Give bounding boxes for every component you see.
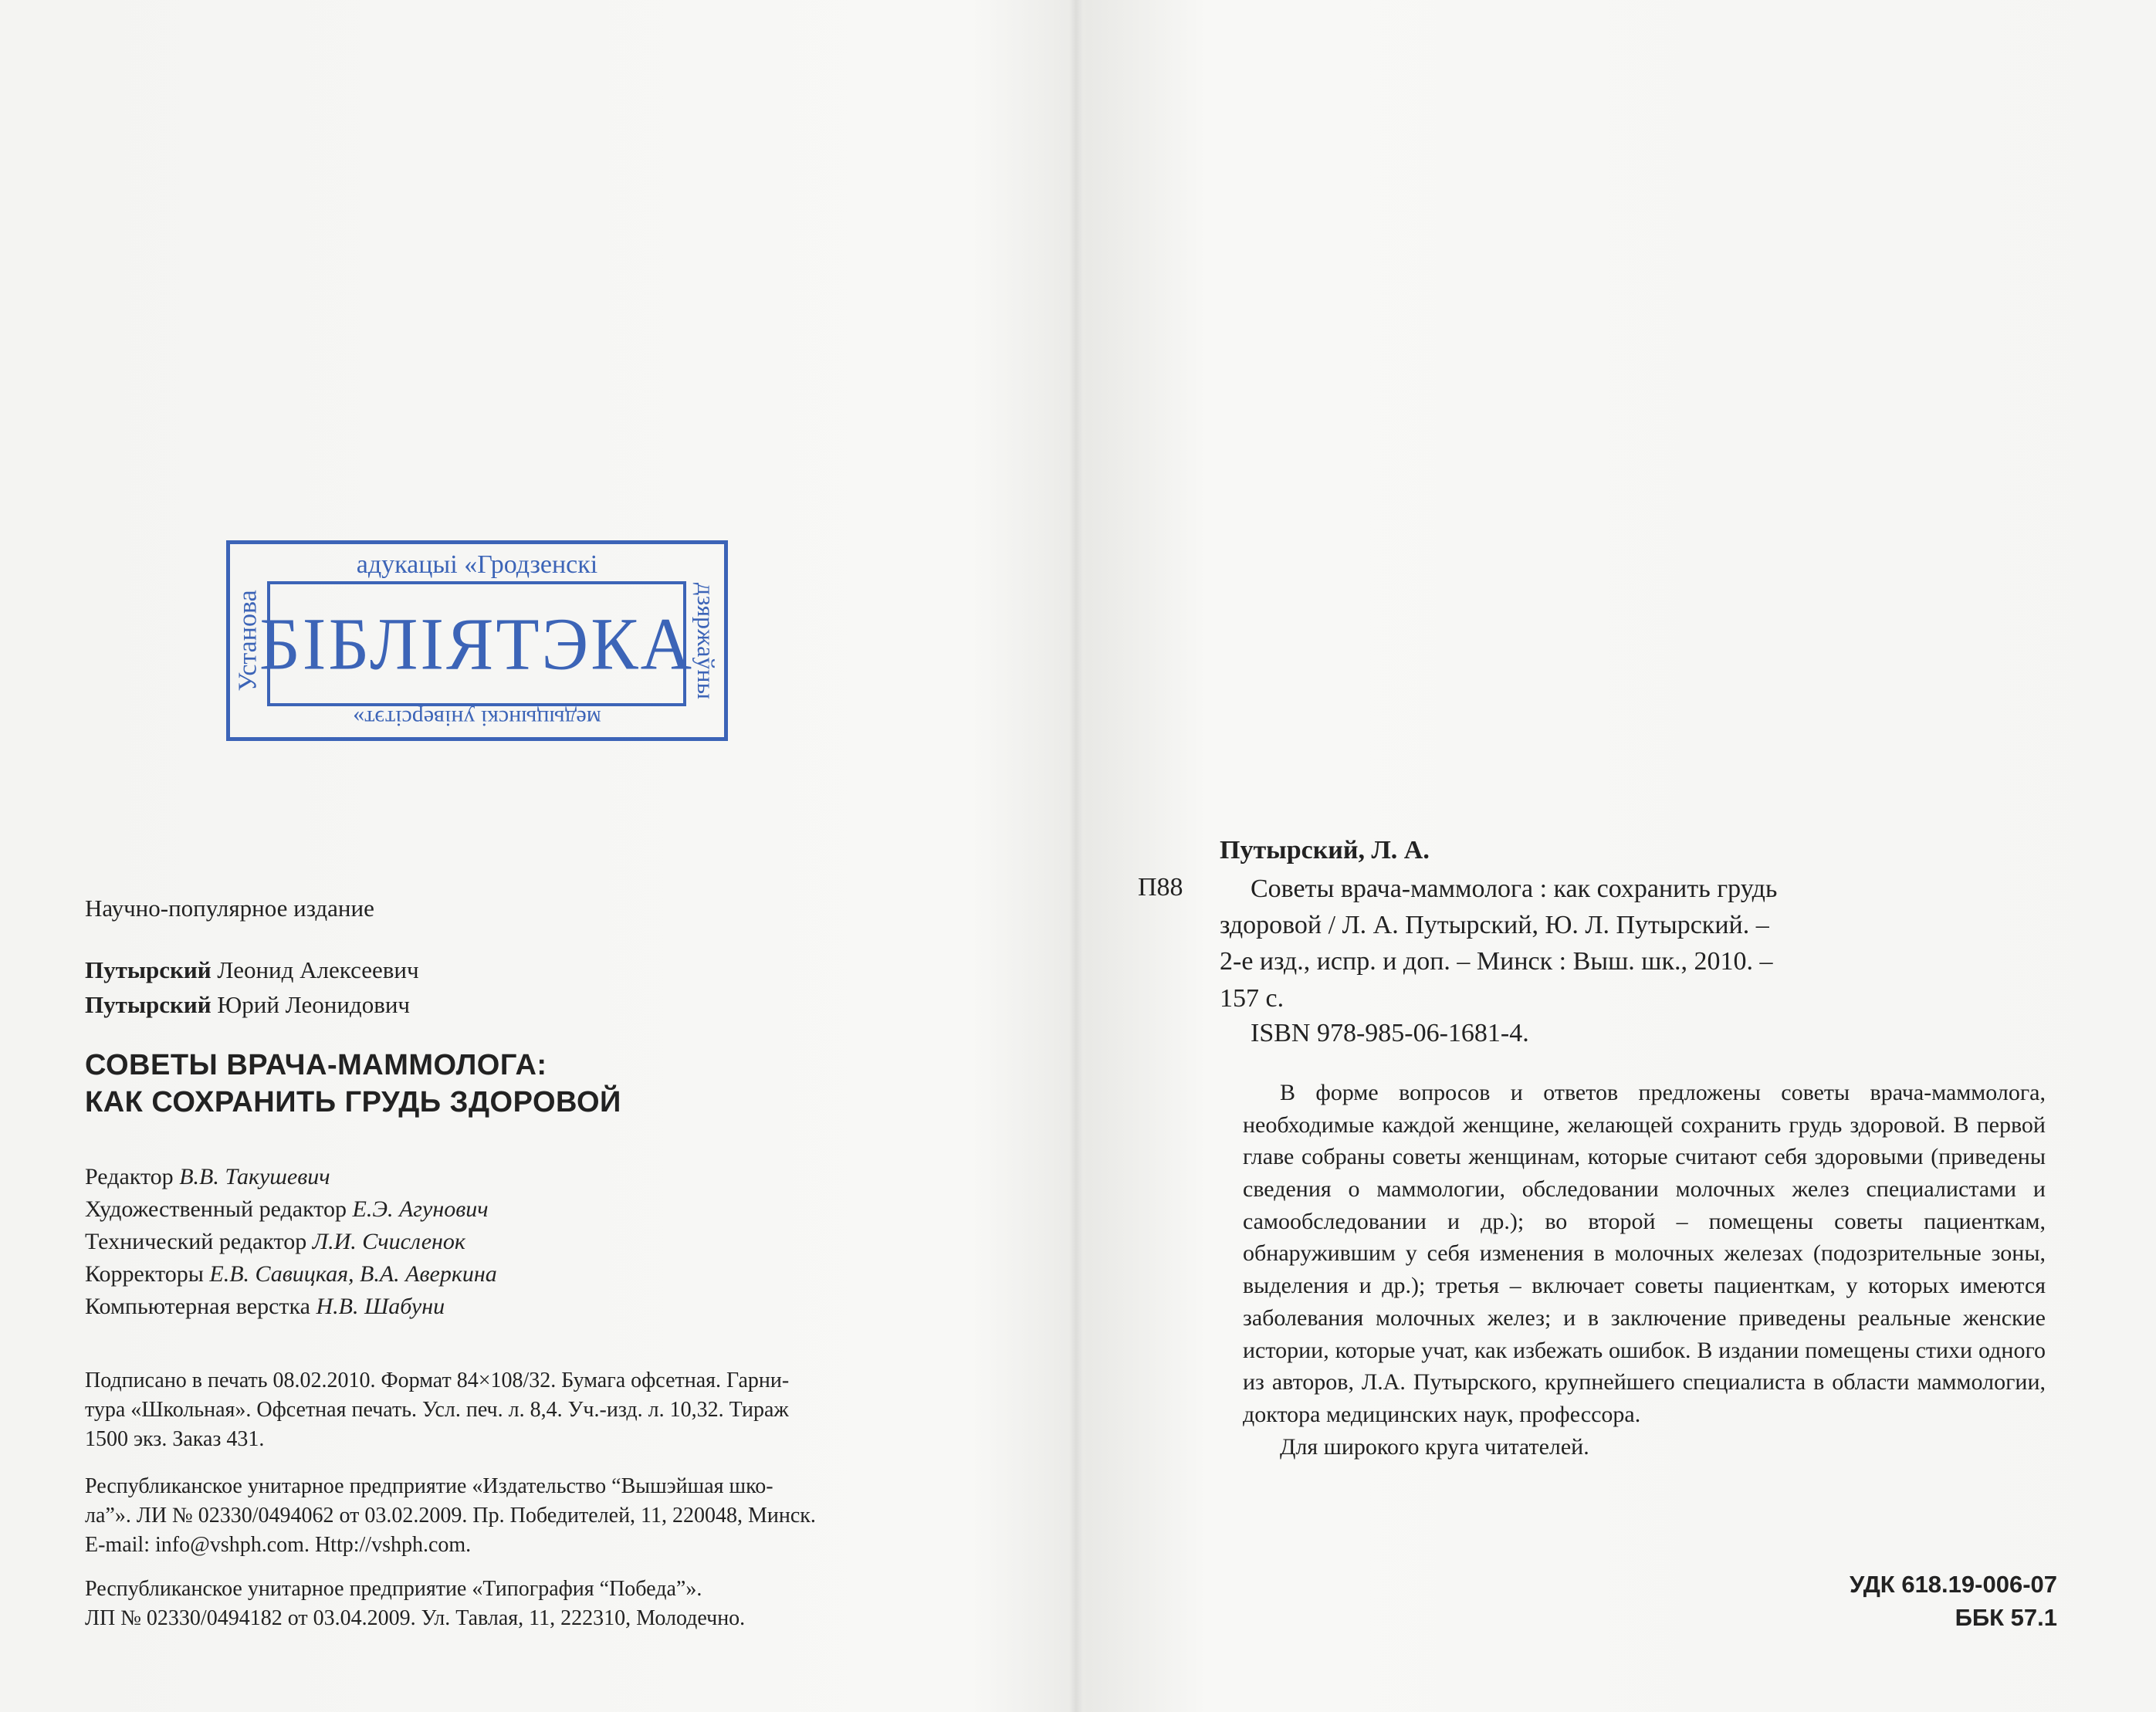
author-1-given: Леонид Алексеевич [217, 956, 419, 983]
catalog-line: 157 с. [1220, 983, 1284, 1013]
stamp-bottom-text: медыцынскі універсітэт» [353, 705, 601, 731]
bbk-code: ББК 57.1 [1955, 1604, 2057, 1631]
catalog-line: здоровой / Л. А. Путырский, Ю. Л. Путырский. – [1220, 911, 1769, 939]
author-2-surname: Путырский [85, 991, 212, 1018]
publisher-info-line: Республиканское унитарное предприятие «Издательство “Вышэйшая шко- [85, 1474, 773, 1498]
credit-name: Е.Э. Агунович [352, 1196, 489, 1222]
catalog-continuation [1220, 907, 1772, 1017]
author-2 [85, 990, 410, 1019]
credit-role: Компьютерная верстка [85, 1294, 310, 1319]
abstract-text: В форме вопросов и ответов предложены советы врача-маммолога, необходимые каждой женщине, желающей сохранить грудь здоровой. В первой главе собраны советы женщинам, которые считают себя здоровыми (приведены сведения о маммологии, обследовании молочных желез специалистами и самообследовании и др.); во второй – помещены советы пациенткам, обнаружившим у себя изменения в молочных железах (подозрительные зоны, выделения и др.); третья – включает советы пациенткам, у которых имеются заболевания молочных желез; и в заключение приведены реальные женские истории, которые учат, как избежать ошибок. В издании помещены стихи одного из авторов, Л.А. Путырского, крупнейшего специалиста в области маммологии, доктора медицинских наук, профессора. [1243, 1080, 2046, 1427]
author-1-surname: Путырский [85, 956, 212, 983]
left-page [0, 0, 1065, 1712]
stamp-top-text: адукацыі «Гродзенскі [356, 550, 598, 579]
credit-role: Редактор [85, 1164, 174, 1189]
stamp-inner-frame [259, 581, 695, 706]
credit-role: Технический редактор [85, 1229, 307, 1254]
credit-name: Л.И. Счисленок [312, 1229, 465, 1254]
credit-role: Корректоры [85, 1261, 204, 1287]
credit-name: Н.В. Шабуни [316, 1294, 445, 1319]
publisher-info-line: E-mail: info@vshph.com. Http://vshph.com. [85, 1532, 472, 1557]
book-title-line-2: КАК СОХРАНИТЬ ГРУДЬ ЗДОРОВОЙ [85, 1086, 621, 1118]
credit-name: Е.В. Савицкая, В.А. Аверкина [209, 1261, 497, 1287]
credit-tech-editor [85, 1226, 465, 1258]
publisher-info-line: ла”». ЛИ № 02330/0494062 от 03.02.2009. Пр. Победителей, 11, 220048, Минск. [85, 1503, 816, 1528]
abstract [1243, 1077, 2046, 1463]
credit-editor [85, 1162, 330, 1193]
stamp-left-text: Установа [234, 590, 262, 692]
printer-info-line: ЛП № 02330/0494182 от 03.04.2009. Ул. Тавлая, 11, 222310, Молодечно. [85, 1605, 746, 1630]
credit-role: Художественный редактор [85, 1196, 347, 1222]
printer-info [85, 1575, 745, 1633]
print-info-line: тура «Школьная». Офсетная печать. Усл. печ. л. 8,4. Уч.-изд. л. 10,32. Тираж [85, 1397, 789, 1422]
print-info-line: Подписано в печать 08.02.2010. Формат 84×108/32. Бумага офсетная. Гарни- [85, 1369, 790, 1392]
credit-art-editor [85, 1194, 489, 1226]
publisher-info [85, 1472, 816, 1559]
catalog-author: Путырский, Л. А. [1220, 836, 1430, 864]
author-2-given: Юрий Леонидович [217, 991, 411, 1018]
stamp-main-text: БІБЛІЯТЭКА [259, 602, 695, 685]
book-title-line-1: СОВЕТЫ ВРАЧА-МАММОЛОГА: [85, 1049, 547, 1081]
catalog-line: 2-е изд., испр. и доп. – Минск : Выш. шк., 2010. – [1220, 947, 1773, 976]
printer-info-line: Республиканское унитарное предприятие «Типография “Победа”». [85, 1577, 702, 1601]
credit-proofreaders [85, 1259, 497, 1291]
print-info [85, 1366, 789, 1453]
print-info-line: 1500 экз. Заказ 431. [85, 1426, 265, 1451]
credit-name: В.В. Такушевич [179, 1164, 330, 1189]
library-stamp [226, 540, 728, 741]
isbn: ISBN 978-985-06-1681-4. [1251, 1019, 1529, 1047]
catalog-description [1251, 871, 1777, 907]
catalog-code: П88 [1138, 873, 1183, 902]
udk-code: УДК 618.19-006-07 [1850, 1571, 2057, 1598]
edition-type: Научно-популярное издание [85, 895, 374, 922]
audience-text: Для широкого круга читателей. [1280, 1433, 1589, 1460]
credit-layout [85, 1291, 445, 1323]
author-1 [85, 956, 419, 984]
catalog-line: Советы врача-маммолога : как сохранить грудь [1251, 875, 1778, 903]
stamp-right-text: дзяржаўны [692, 582, 720, 699]
